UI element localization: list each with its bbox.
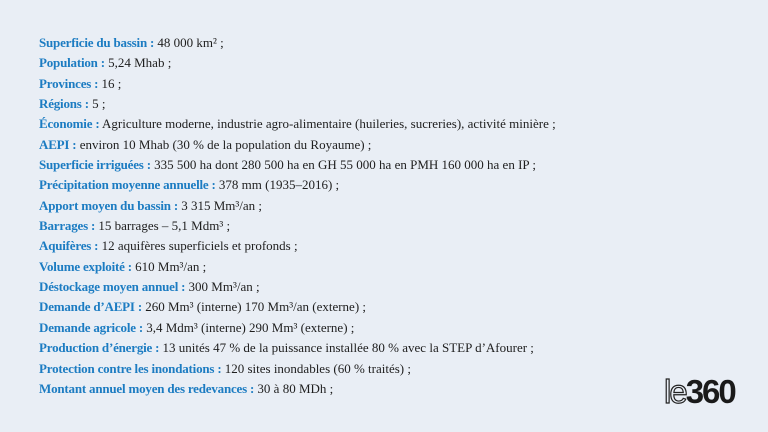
fact-value: 12 aquifères superficiels et profonds ; [98,238,298,254]
fact-value: 13 unités 47 % de la puissance installée 80 % avec la STEP d’Afourer ; [159,340,534,356]
fact-value: 16 ; [98,75,122,91]
fact-label: Superficie irriguées : [39,157,151,173]
fact-label: Aquifères : [39,238,99,254]
fact-value: 300 Mm³/an ; [185,279,260,295]
fact-label: Superficie du bassin : [39,35,155,50]
fact-value: 3 315 Mm³/an ; [177,197,263,213]
fact-row [39,33,556,53]
fact-row [39,297,556,317]
fact-row [39,338,556,358]
fact-label: Provinces : [39,75,99,91]
fact-value: 3,4 Mdm³ (interne) 290 Mm³ (externe) ; [142,319,355,335]
fact-label: Déstockage moyen annuel : [39,279,186,295]
fact-value: 5 ; [88,96,106,112]
fact-value: Agriculture moderne, industrie agro-alimentaire (huileries, sucreries), activité minière ; [99,116,556,132]
fact-value: 15 barrages – 5,1 Mdm³ ; [95,218,231,234]
fact-value: 610 Mm³/an ; [131,258,207,274]
fact-label: Barrages : [39,218,96,234]
fact-label: Économie : [39,116,100,132]
fact-label: Protection contre les inondations : [39,360,222,376]
fact-label: Population : [39,55,105,71]
fact-row [39,359,556,379]
le360-logo [664,374,735,410]
fact-row [39,74,556,94]
fact-row [39,379,556,399]
fact-value: environ 10 Mhab (30 % de la population du Royaume) ; [76,136,372,152]
basin-facts-list [39,33,556,399]
fact-row [39,318,556,338]
fact-row [39,277,556,297]
fact-row [39,94,556,114]
fact-label: Apport moyen du bassin : [39,197,178,213]
fact-value: 48 000 km² ; [154,35,224,50]
fact-value: 378 mm (1935–2016) ; [215,177,340,193]
fact-label: Production d’énergie : [39,340,160,356]
fact-label: Précipitation moyenne annuelle : [39,177,216,193]
fact-row [39,175,556,195]
fact-value: 5,24 Mhab ; [104,55,172,71]
fact-label: Demande d’AEPI : [39,299,142,315]
fact-row [39,114,556,134]
fact-row [39,135,556,155]
fact-value: 120 sites inondables (60 % traités) ; [221,360,412,376]
fact-label: Montant annuel moyen des redevances : [39,380,255,396]
fact-row [39,155,556,175]
logo-number: 360 [685,373,735,410]
fact-label: Volume exploité : [39,258,132,274]
fact-value: 335 500 ha dont 280 500 ha en GH 55 000 ha en PMH 160 000 ha en IP ; [150,157,537,173]
fact-label: Demande agricole : [39,319,143,335]
fact-row [39,196,556,216]
fact-row [39,257,556,277]
fact-label: Régions : [39,96,89,112]
fact-row [39,216,556,236]
fact-value: 30 à 80 MDh ; [254,380,334,396]
fact-row [39,236,556,256]
fact-label: AEPI : [39,136,77,152]
fact-value: 260 Mm³ (interne) 170 Mm³/an (externe) ; [141,299,367,315]
fact-row [39,53,556,73]
logo-prefix: le [664,373,686,410]
